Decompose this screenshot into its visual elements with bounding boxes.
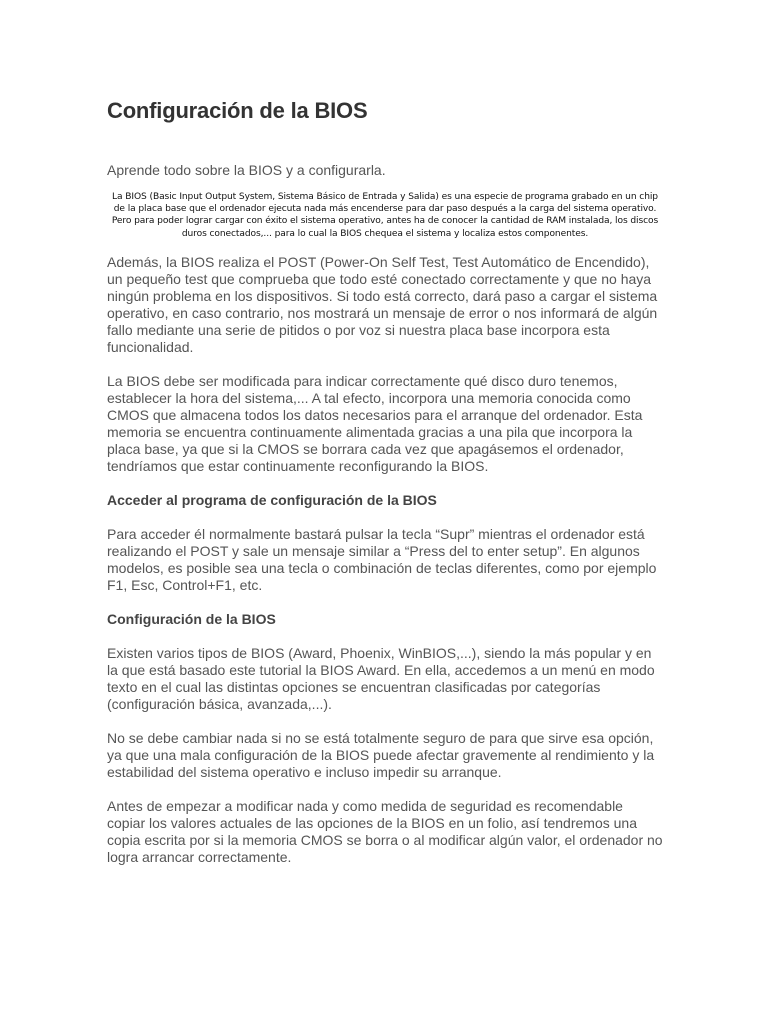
paragraph-tipos-bios: Existen varios tipos de BIOS (Award, Phoenix, WinBIOS,...), siendo la más popular y en la que está basado este tutorial la BIOS Award. En ella, accedemos a un menú en modo texto en el cual las distintas opciones se encuentran clasificadas por categorías (configuración básica, avanzada,...). <box>107 644 655 712</box>
paragraph-seguridad: Antes de empezar a modificar nada y como medida de seguridad es recomendable copiar los valores actuales de las opciones de la BIOS en un folio, así tendremos una copia escrita por si la memoria CMOS se borra o al modificar algún valor, el ordenador no logra arrancar correctamente. <box>107 797 663 865</box>
section-heading-configuracion: Configuración de la BIOS <box>107 610 276 627</box>
document-abstract: La BIOS (Basic Input Output System, Sistema Básico de Entrada y Salida) es una especie de programa grabado en un chip de la placa base que el ordenador ejecuta nada más encenderse para dar paso después a la carga del sistema operativo. Pero para poder lograr cargar con éxito el sistema operativo, antes ha de conocer la cantidad de RAM instalada, los discos duros conectados,... para lo cual la BIOS chequea el sistema y localiza estos componentes. <box>111 192 659 239</box>
document-subtitle: Aprende todo sobre la BIOS y a configurarla. <box>107 162 386 178</box>
document-title: Configuración de la BIOS <box>107 98 368 123</box>
paragraph-advertencia: No se debe cambiar nada si no se está totalmente seguro de para que sirve esa opción, ya que una mala configuración de la BIOS puede afectar gravemente al rendimiento y la estabilidad del sistema operativo e incluso impedir su arranque. <box>107 729 655 780</box>
section-heading-acceder: Acceder al programa de configuración de la BIOS <box>107 491 437 508</box>
paragraph-post: Además, la BIOS realiza el POST (Power-On Self Test, Test Automático de Encendido), un pequeño test que comprueba que todo esté conectado correctamente y que no haya ningún problema en los dispositivos. Si todo está correcto, dará paso a cargar el sistema operativo, en caso contrario, nos mostrará un mensaje de error o nos informará de algún fallo mediante una serie de pitidos o por voz si nuestra placa base incorpora esta funcionalidad. <box>107 253 658 355</box>
paragraph-acceder: Para acceder él normalmente bastará pulsar la tecla “Supr” mientras el ordenador está realizando el POST y sale un mensaje similar a “Press del to enter setup”. En algunos modelos, es posible sea una tecla o combinación de teclas diferentes, como por ejemplo F1, Esc, Control+F1, etc. <box>107 525 657 593</box>
paragraph-cmos: La BIOS debe ser modificada para indicar correctamente qué disco duro tenemos, establecer la hora del sistema,... A tal efecto, incorpora una memoria conocida como CMOS que almacena todos los datos necesarios para el arranque del ordenador. Esta memoria se encuentra continuamente alimentada gracias a una pila que incorpora la placa base, ya que si la CMOS se borrara cada vez que apagásemos el ordenador, tendríamos que estar continuamente reconfigurando la BIOS. <box>107 372 643 474</box>
document-page <box>107 96 663 883</box>
